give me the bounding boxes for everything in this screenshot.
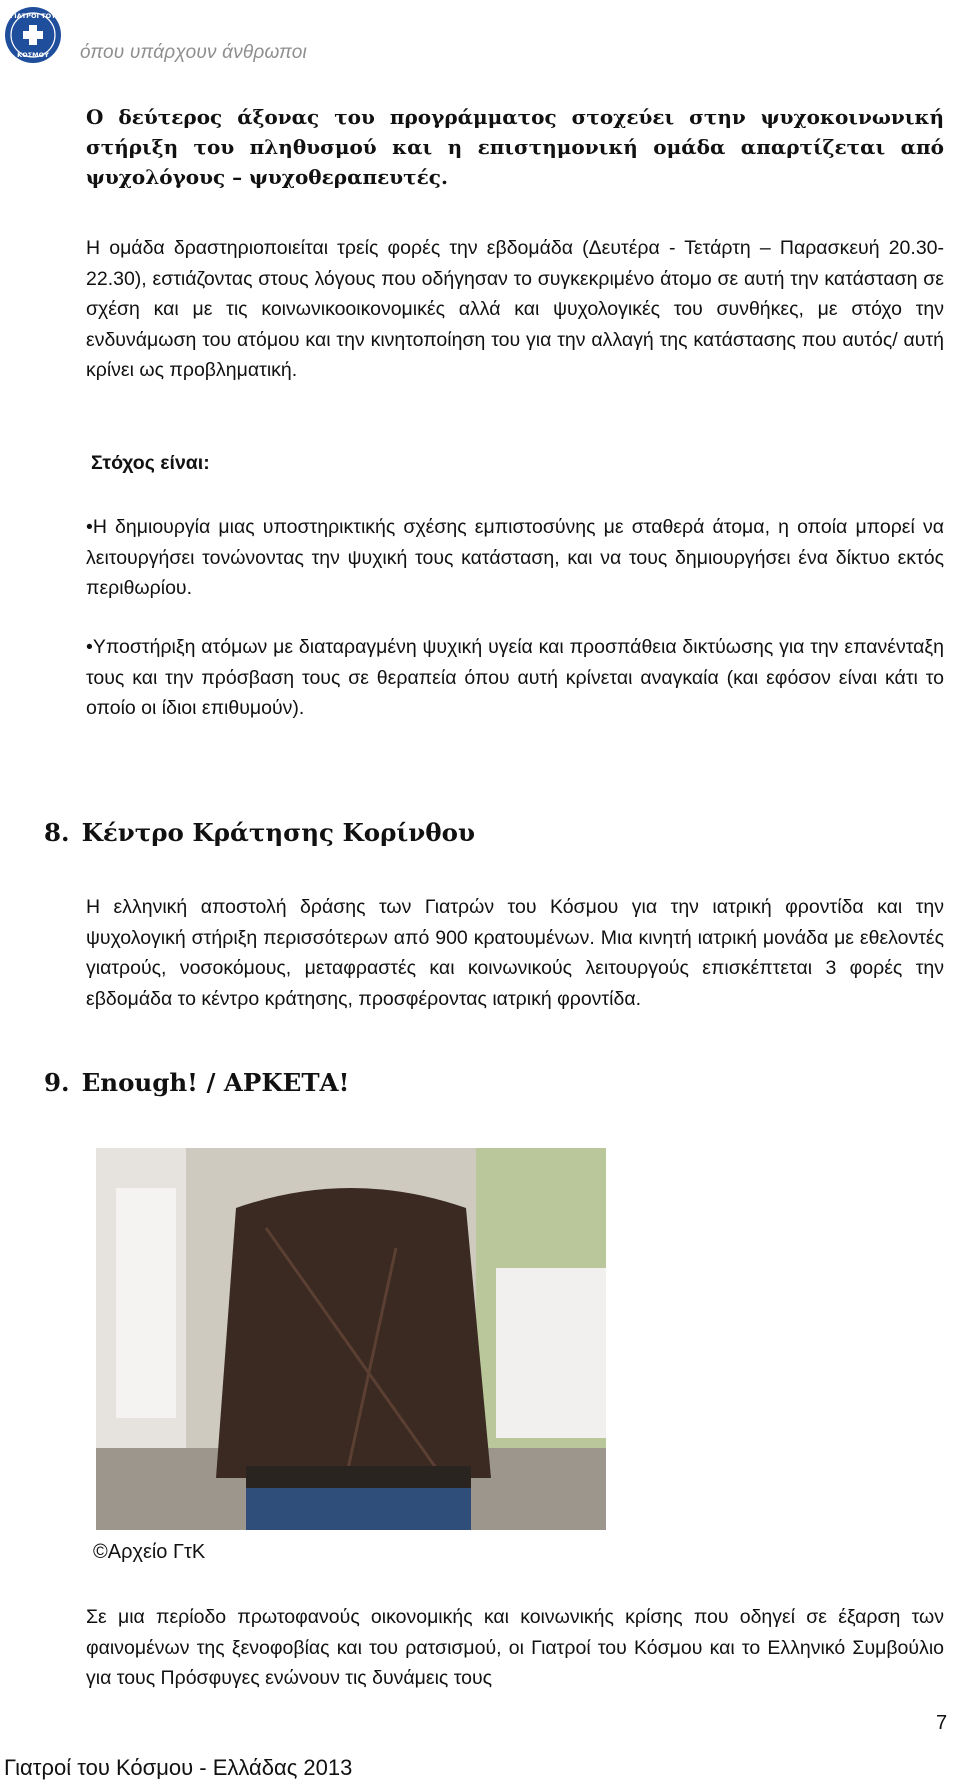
footer-text: Γιατροί του Κόσμου - Ελλάδας 2013 <box>4 1755 353 1780</box>
organization-logo <box>4 6 62 64</box>
section-8-title: Κέντρο Κράτησης Κορίνθου <box>81 818 475 847</box>
section-9-paragraph: Σε μια περίοδο πρωτοφανούς οικονομικής και κοινωνικής κρίσης που οδηγεί σε έξαρση των φαινομένων της ξενοφοβίας και του ρατσισμού, οι Γιατροί του Κόσμου και το Ελληνικό Συμβούλιο για τους Πρόσφυγες ενώνουν τις δυνάμεις τους <box>86 1606 944 1689</box>
tagline: όπου υπάρχουν άνθρωποι <box>80 42 307 63</box>
section-8-heading <box>44 818 475 847</box>
photo-caption: ©Αρχείο ΓτΚ <box>93 1541 206 1563</box>
section-9-number: 9. <box>44 1068 70 1097</box>
section-9-heading <box>44 1068 349 1097</box>
goal-item-1: •Η δημιουργία μιας υποστηρικτικής σχέσης εμπιστοσύνης με σταθερά άτομα, η οποία μπορεί να λειτουργήσει τονώνοντας την ψυχική τους κατάσταση, και να τους δημιουργήσει ένα δίκτυο εκτός περιθωρίου. <box>86 516 944 599</box>
logo-text-bottom: ΚΟΣΜΟΥ <box>17 51 49 59</box>
goal-item-2: •Υποστήριξη ατόμων με διαταραγμένη ψυχική υγεία και προσπάθεια δικτύωσης για την επανένταξη τους και την πρόσβαση τους σε θεραπεία όπου αυτή κρίνεται αναγκαία (και εφόσον είναι κάτι το οποίο οι ίδιοι επιθυμούν). <box>86 636 944 719</box>
intro-bold-paragraph: Ο δεύτερος άξονας του προγράμματος στοχεύει στην ψυχοκοινωνική στήριξη του πληθυσμού και η επιστημονική ομάδα απαρτίζεται από ψυχολόγους – ψυχοθεραπευτές. <box>86 105 944 189</box>
intro-paragraph: Η ομάδα δραστηριοποιείται τρείς φορές την εβδομάδα (Δευτέρα - Τετάρτη – Παρασκευή 20.30-22.30), εστιάζοντας στους λόγους που οδήγησαν το συγκεκριμένο άτομο σε αυτή την κατάσταση σε σχέση και με τις κοινωνικοοικονομικές αλλά και ψυχολογικές του συνθήκες, με στόχο την ενδυνάμωση του ατόμου και την κινητοποίηση του για την αλλαγή της κατάστασης που αυτός/ αυτή κρίνει ως προβληματική. <box>86 237 944 381</box>
goals-heading: Στόχος είναι: <box>91 452 210 474</box>
section-9-photo <box>96 1148 606 1530</box>
page-number: 7 <box>936 1712 948 1734</box>
logo-text-top: ΓΙΑΤΡΟΙ ΤΟΥ <box>10 12 56 20</box>
section-8-paragraph: Η ελληνική αποστολή δράσης των Γιατρών του Κόσμου για την ιατρική φροντίδα και την ψυχολογική στήριξη περισσότερων από 900 κρατουμένων. Μια κινητή ιατρική μονάδα με εθελοντές γιατρούς, νοσοκόμους, μεταφραστές και κοινωνικούς λειτουργούς επισκέπτεται 3 φορές την εβδομάδα το κέντρο κράτησης, προσφέροντας ιατρική φροντίδα. <box>86 896 944 1010</box>
section-9-title: Enough! / ΑΡΚΕΤΑ! <box>81 1068 350 1097</box>
section-8-number: 8. <box>44 818 70 847</box>
